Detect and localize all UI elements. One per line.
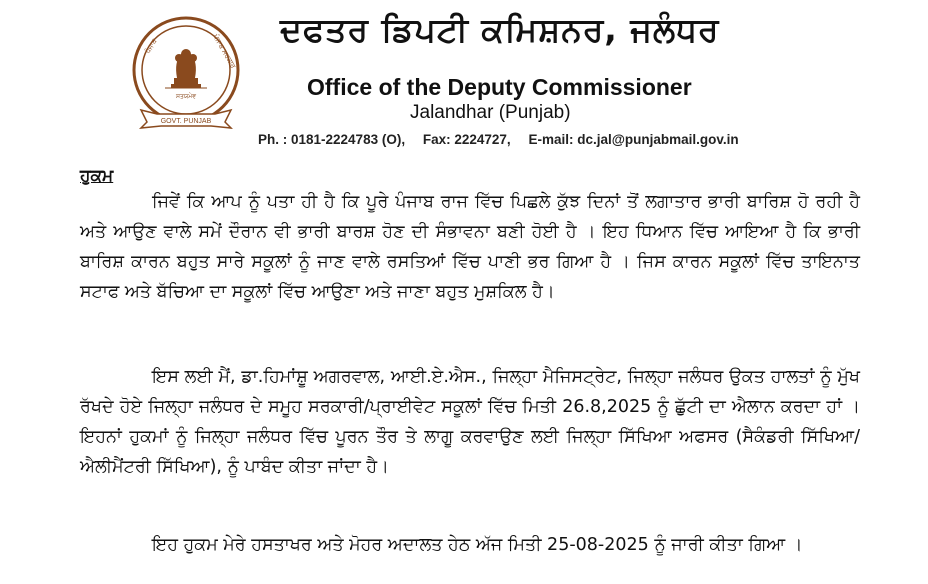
svg-text:ਸਤਯਮੇਵ: ਸਤਯਮੇਵ [176,93,196,100]
contact-line [258,132,818,147]
fax-text: Fax: 2224727, [422,132,511,147]
seal-ribbon-text: GOVT. PUNJAB [160,118,212,125]
office-location: Jalandhar (Punjab) [410,102,571,123]
office-title-punjabi: ਦਫਤਰ ਡਿਪਟੀ ਕਮਿਸ਼ਨਰ, ਜਲੰਧਰ [280,10,720,49]
government-seal [127,14,245,132]
order-paragraph-2: ਇਸ ਲਈ ਮੈਂ, ਡਾ.ਹਿਮਾਂਸ਼ੂ ਅਗਰਵਾਲ, ਆਈ.ਏ.ਐਸ., ਜਿਲ੍ਹਾ ਮੈਜਿਸਟ੍ਰੇਟ, ਜਿਲ੍ਹਾ ਜਲੰਧਰ ਉਕਤ ਹਾਲਤਾਂ ਨੂੰ ਮੁੱਖ ਰੱਖਦੇ ਹੋਏ ਜਿਲ੍ਹਾ ਜਲੰਧਰ ਦੇ ਸਮੂਹ ਸਰਕਾਰੀ/ਪ੍ਰਾਈਵੇਟ ਸਕੂਲਾਂ ਵਿੱਚ ਮਿਤੀ 26.8,2025 ਨੂੰ ਛੁੱਟੀ ਦਾ ਐਲਾਨ ਕਰਦਾ ਹਾਂ । ਇਹਨਾਂ ਹੁਕਮਾਂ ਨੂੰ ਜਿਲ੍ਹਾ ਜਲੰਧਰ ਵਿੱਚ ਪੂਰਨ ਤੌਰ ਤੇ ਲਾਗੂ ਕਰਵਾਉਣ ਲਈ ਜਿਲ੍ਹਾ ਸਿੱਖਿਆ ਅਫਸਰ (ਸੈਕੰਡਰੀ ਸਿੱਖਿਆ/ਐਲੀਮੈਂਟਰੀ ਸਿੱਖਿਆ), ਨੂੰ ਪਾਬੰਦ ਕੀਤਾ ਜਾਂਦਾ ਹੈ। [80,367,860,477]
phone-text: Ph. : 0181-2224783 (O), [258,132,406,147]
order-paragraph-3: ਇਹ ਹੁਕਮ ਮੇਰੇ ਹਸਤਾਖਰ ਅਤੇ ਮੋਹਰ ਅਦਾਲਤ ਹੇਠ ਅੱਜ ਮਿਤੀ 25-08-2025 ਨੂੰ ਜਾਰੀ ਕੀਤਾ ਗਿਆ । [152,535,803,555]
email-text: E-mail: dc.jal@punjabmail.gov.in [528,132,739,147]
order-heading: ਹੁਕਮ [80,166,114,186]
office-title-english: Office of the Deputy Commissioner [307,74,692,100]
seal-right-text: ਪੰਜਾਬ ਸਰਕਾਰ [211,33,238,70]
emblem-icon [127,14,245,132]
seal-left-text: ਪੰਜਾਬ [143,37,159,55]
order-paragraph-1: ਜਿਵੇਂ ਕਿ ਆਪ ਨੂੰ ਪਤਾ ਹੀ ਹੈ ਕਿ ਪੂਰੇ ਪੰਜਾਬ ਰਾਜ ਵਿੱਚ ਪਿਛਲੇ ਕੁੱਝ ਦਿਨਾਂ ਤੋਂ ਲਗਾਤਾਰ ਭਾਰੀ ਬਾਰਿਸ਼ ਹੋ ਰਹੀ ਹੈ ਅਤੇ ਆਉਣ ਵਾਲੇ ਸਮੇਂ ਦੌਰਾਨ ਵੀ ਭਾਰੀ ਬਾਰਸ਼ ਹੋਣ ਦੀ ਸੰਭਾਵਨਾ ਬਣੀ ਹੋਈ ਹੈ । ਇਹ ਧਿਆਨ ਵਿੱਚ ਆਇਆ ਹੈ ਕਿ ਭਾਰੀ ਬਾਰਿਸ਼ ਕਾਰਨ ਬਹੁਤ ਸਾਰੇ ਸਕੂਲਾਂ ਨੂੰ ਜਾਣ ਵਾਲੇ ਰਸਤਿਆਂ ਵਿੱਚ ਪਾਣੀ ਭਰ ਗਿਆ ਹੈ । ਜਿਸ ਕਾਰਨ ਸਕੂਲਾਂ ਵਿੱਚ ਤਾਇਨਾਤ ਸਟਾਫ ਅਤੇ ਬੱਚਿਆ ਦਾ ਸਕੂਲਾਂ ਵਿੱਚ ਆਉਣਾ ਅਤੇ ਜਾਣਾ ਬਹੁਤ ਮੁਸ਼ਕਿਲ ਹੈ। [80,192,860,302]
